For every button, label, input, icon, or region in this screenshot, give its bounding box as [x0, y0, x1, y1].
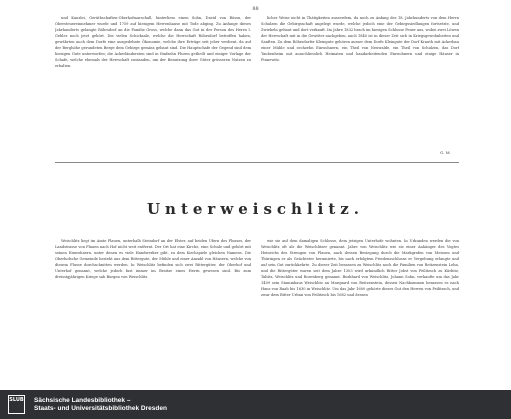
author-signature: G. M.	[440, 150, 451, 155]
footer-line-1: Sächsische Landesbibliothek –	[34, 397, 131, 404]
bottom-right-column	[261, 238, 459, 388]
bottom-left-paragraph: Weischlitz liegt im Amte Plauen, unterhalb Steindorf an der Elster, auf beiden Ufern des Flusses, der Landstrasse von Plauen nach Hof nicht weit entfernt. Der Ort hat eine Kirche, eine Schule und gehört mit seinen Einwohnern, unter denen es viele Handwerker gibt, zu dem Kirchspiele gleichen Namens. Die Oberhofsche Gemeinde besteht aus dem Rittergute, der Mühle und einer Anzahl von Häusern, welche von diesem Flusse durchschnitten werden. In Weischlitz befinden sich zwei Rittergüter, der Oberhof und Unterhof genannt, welche jedoch fast immer im Besitze eines Herrn gewesen sind. Bis zum dreissigjährigen Kriege sah Burgen von Weischlitz.	[55, 239, 251, 279]
slub-logo: SLUB	[8, 395, 25, 414]
top-right-column	[261, 15, 459, 149]
top-left-paragraph: und Kanzlei, Geräthschaften-Oberhofmarschall, hinterliess einen Sohn, David von Rössn, der Obersteuereinnehmer wurde und 1759 auf hiesigem Herrenhause mit Tode abging. Zu Anfange dieses Jahrhunderts gelangte Röhrsdorf an die Familie Gross, welche dann das Gut in der Person des Herrn I. Gebler noch jetzt gehört. Die vielen Schicksale, welche die Herrschaft Röhrsdorf betroffen haben, gewährten auch dem Dorfe eine ausgedehnte Ökonomie, welche ihre Erträge seit jeher verdient, da auf der Berghöhe gerundeten Berge dem Gebirge gemäss gebaut sind. Die Hauptschafe der Gegend sind dem hiesigen Gute unterworfen; die Ackerländereien sind in fünfzehn Fluren getheilt und einiger Vorlage der Schafe, welche ehemals der Herrschaft zustanden, um der Benutzung ihrer Güter grösseren Nutzen zu erhalten.	[55, 16, 251, 68]
page-number: 88	[252, 6, 259, 12]
library-footer	[0, 390, 511, 419]
bottom-left-column	[55, 238, 251, 388]
footer-text	[34, 397, 167, 413]
section-divider	[55, 162, 459, 163]
top-right-paragraph: licher Weise nicht in Thätigkeiten ausserdem, da noch zu Anfang des 18. Jahrhunderts von dem Herrn Schulzen die Gebirgsschaft angelegt wurde, welche jedoch eine der Gebirgssiedlungen fortsetzte, und Zwiebeln gebaut und dort verkauft. Im Jahre 1832 brach im hiesigen Schlosse Feuer aus, wobei zwei Löwen der Herrschaft mit in die Gewitter nachgeben, auch 1840 ist in dieser Zeit sich in Kriegsgewohnheiten und Sanften. Zu dem Röhrsdorfer Kleingute gehören ausser dem Dorfe Kleingute der Dorf Krauth mit Ackerbau einer Mühle und sechzehn Einwohnern, ein Theil von Neuwalde, ein Theil von Schulzen, das Dorf Taubenheim mit ausschliesslich Heimaten und handarbeitenden Einwohnern und einige Häuser in Pinnewitz.	[261, 16, 459, 62]
top-left-column	[55, 15, 251, 149]
footer-line-2: Staats- und Universitätsbibliothek Dresden	[34, 405, 167, 412]
bottom-right-paragraph: wie sie auf dem damaligen Schlosse, dem jetzigen Unterhofe wohnten. In Urkunden werden die von Weischlitz oft als die Weischlitzer genannt. Jahre von Weischlitz wie sie einer Anhänger des Vogtes Heinrichs des Strengen von Plauen, nach dessen Besiegung durch die Markgrafen von Meissen und Thüringen er als Geächteter herumirrte, bis nach erfolgtem Friedensschlusse er Vergebung erlangte und auf sein Gut zurückkehrte. Zu dieser Zeit besassen zu Weischlitz noch die Familien von Reitzenstein Lehn, und die Rittergüter waren seit dem Jahre 1303 wird urkundlich Ritter Jobst von Feilitzsch zu Kürbitz, Taltitz, Weischlitz und Rosenberg genannt. Burkhard von Weischlitz, Johann Sohn, verkaufte um das Jahr 1409 sein Stammhaus Weischlitz an Marquard von Reitzenstein, dessen Nachkommen besassen es nach Hans von Raab bis 1630 in Weischlitz. Um das Jahr 1600 gehörte dieses Gut den Herren von Feilitzsch, und zwar dem Ritter Urban von Feilitzsch bis 1682 und dessen	[261, 239, 459, 297]
section-title: Unterweischlitz.	[146, 200, 365, 218]
